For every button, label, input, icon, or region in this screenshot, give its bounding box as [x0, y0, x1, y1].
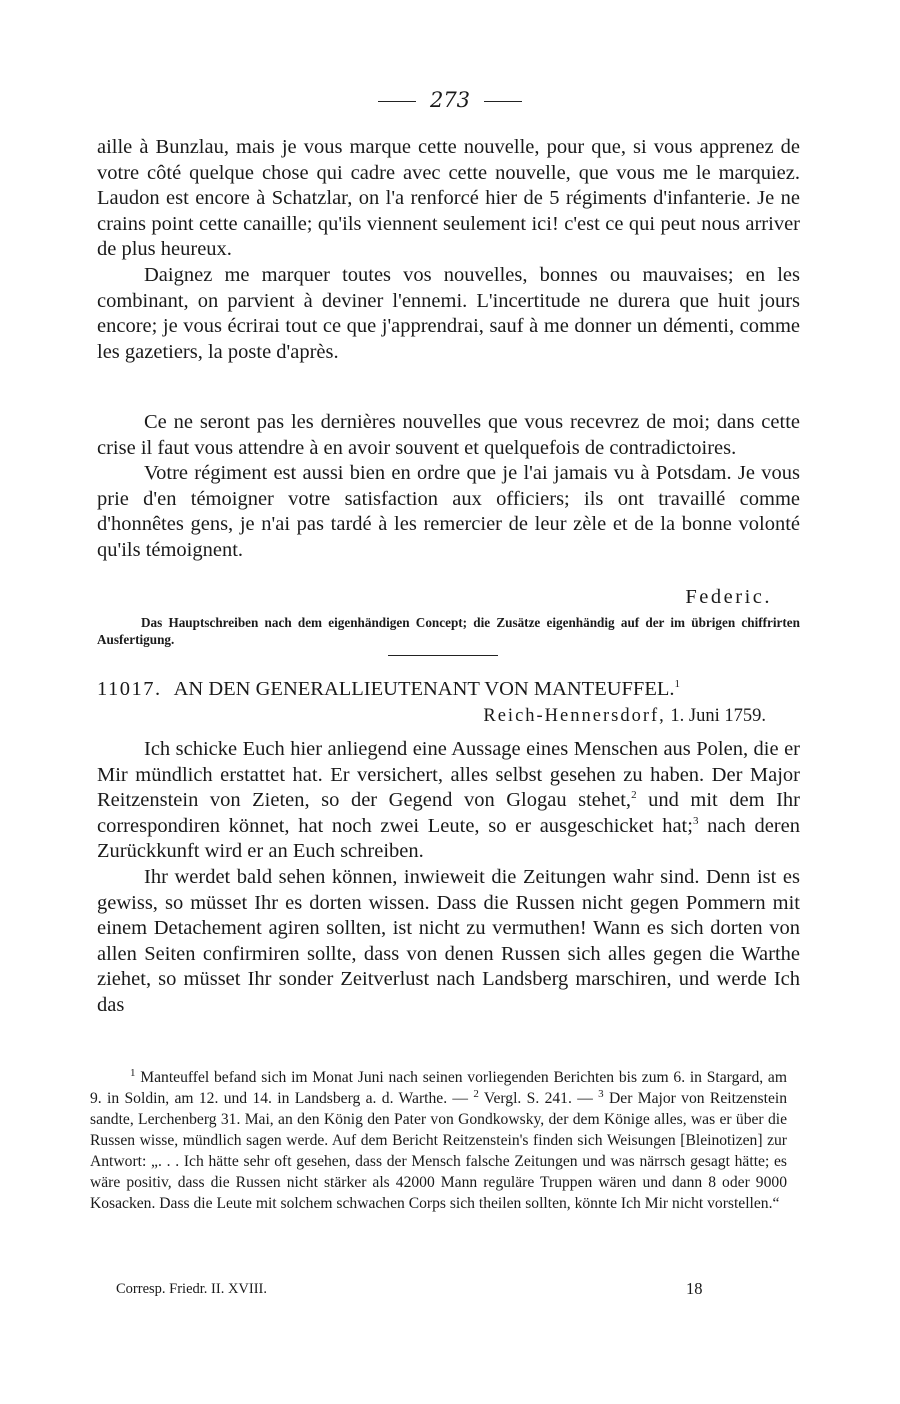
footnote-mark: 3 [692, 814, 699, 827]
paragraph [97, 737, 800, 865]
footnote-mark: 1 [130, 1066, 136, 1079]
footnotes [90, 1067, 787, 1214]
letter-date: 1. Juni 1759. [670, 706, 766, 726]
footnote-2: Vergl. S. 241. — [478, 1090, 599, 1107]
paragraph: Ce ne seront pas les dernières nouvelles que vous recevrez de moi; dans cette crise il faut vous attendre à en avoir souvent et quelquefois de contradictoires. [97, 411, 800, 459]
paragraph-text: und mit dem Ihr correspondiren könnet, hat noch zwei Leute, so er ausgeschicket hat; [97, 789, 800, 837]
source-note: Das Hauptschreiben nach dem eigenhändigen Concept; die Zusätze eigenhändig auf der im übrigen chiffrirten Ausfertigung. [97, 615, 800, 647]
letter-heading [97, 678, 800, 701]
paragraph: Daignez me marquer toutes vos nouvelles, bonnes ou mauvaises; en les combinant, on parvient à deviner l'ennemi. L'incertitude ne durera que huit jours encore; je vous écrirai tout ce que j'apprendrai, sauf à me donner un démenti, comme les gazetiers, la poste d'après. [97, 263, 800, 363]
paragraph-text: Ich schicke Euch hier anliegend eine Aussage eines Menschen aus Polen, die er Mir mündlich erstattet hat. Er versichert, alles selbst gesehen zu haben. Der Major Reitzenstein von Zieten, so der Gegend von Glogau stehet, [97, 738, 800, 812]
footer-work-title: Corresp. Friedr. II. XVIII. [116, 1281, 268, 1297]
footer-sheet-number: 18 [686, 1279, 703, 1298]
letter-body [97, 737, 800, 1019]
section-divider [388, 655, 498, 656]
footnote-mark: 1 [674, 678, 681, 691]
header-rule-left [378, 101, 416, 102]
letter-place: Reich-Hennersdorf, [483, 706, 666, 726]
paragraph: Ihr werdet bald sehen können, inwieweit die Zeitungen wahr sind. Denn ist es gewiss, so müsset Ihr es dorten wissen. Dass die Russen nicht gegen Pommern mit einem Detachement agiren sollten, ist nicht zu vermuthen! Wann es sich dorten von allen Seiten confirmiren sollte, dass von denen Russen sich alles gegen die Warthe ziehet, so müsset Ihr sonder Zeitverlust nach Landsberg marschiren, und werde Ich das [97, 865, 800, 1016]
paragraph: aille à Bunzlau, mais je vous marque cette nouvelle, pour que, si vous apprenez de votre côté quelque chose qui cadre avec cette nouvelle, que vous me le marquiez. Laudon est encore à Schatzlar, on l'a renforcé hier de 5 régiments d'infanterie. Je ne crains point cette canaille; qu'ils viennent seulement ici! c'est ce qui peut nous arriver de plus heureux. [97, 136, 800, 261]
place-date [483, 706, 766, 727]
letter-title: AN DEN GENERALLIEUTENANT VON MANTEUFFEL. [173, 678, 675, 700]
letter-number: 11017. [97, 678, 162, 700]
page-number: 273 [429, 88, 471, 112]
footnote-1: Manteuffel befand sich im Monat Juni nach seinen vorliegenden Berichten bis zum 6. in Stargard, am 9. in Soldin, am 12. und 14. in Landsberg a. d. Warthe. — [90, 1069, 787, 1107]
footnote-3: Der Major von Reitzenstein sandte, Lerchenberg 31. Mai, an den König den Pater von Gondkowsky, der dem Könige alles, was er über die Russen wisse, mündlich sagen werde. Auf dem Bericht Reitzenstein's finden sich Weisungen [Bleinotizen] zur Antwort: „. . . Ich hätte sehr oft gesehen, dass der Mensch falsche Zeitungen und was närrsch gesagt hätte; es wäre positiv, dass die Russen nicht stärker als 42000 Mann reguläre Truppen wären und dann 8 oder 9000 Kosacken. Dass die Leute mit solchem schwachen Corps sich theilen sollten, könnte Ich Mir nicht vorstellen.“ [90, 1090, 787, 1212]
letter-continuation [97, 135, 800, 365]
paragraph: Votre régiment est aussi bien en ordre que je l'ai jamais vu à Potsdam. Je vous prie d'en témoigner votre satisfaction aux officiers; ils ont travaillé comme d'honnêtes gens, je n'ai pas tardé à les remercier de leur zèle et de la bonne volonté qu'ils témoignent. [97, 462, 800, 561]
signature: Federic. [685, 586, 772, 608]
running-header [0, 88, 900, 112]
footnote-mark: 2 [473, 1087, 479, 1100]
footnote-mark: 2 [631, 789, 637, 802]
footnote-mark: 3 [598, 1087, 604, 1100]
footnote-text [90, 1067, 787, 1214]
paragraph-text: nach deren Zurückkunft wird er an Euch schreiben. [97, 814, 800, 863]
header-rule-right [484, 101, 522, 102]
postscript [97, 410, 800, 564]
